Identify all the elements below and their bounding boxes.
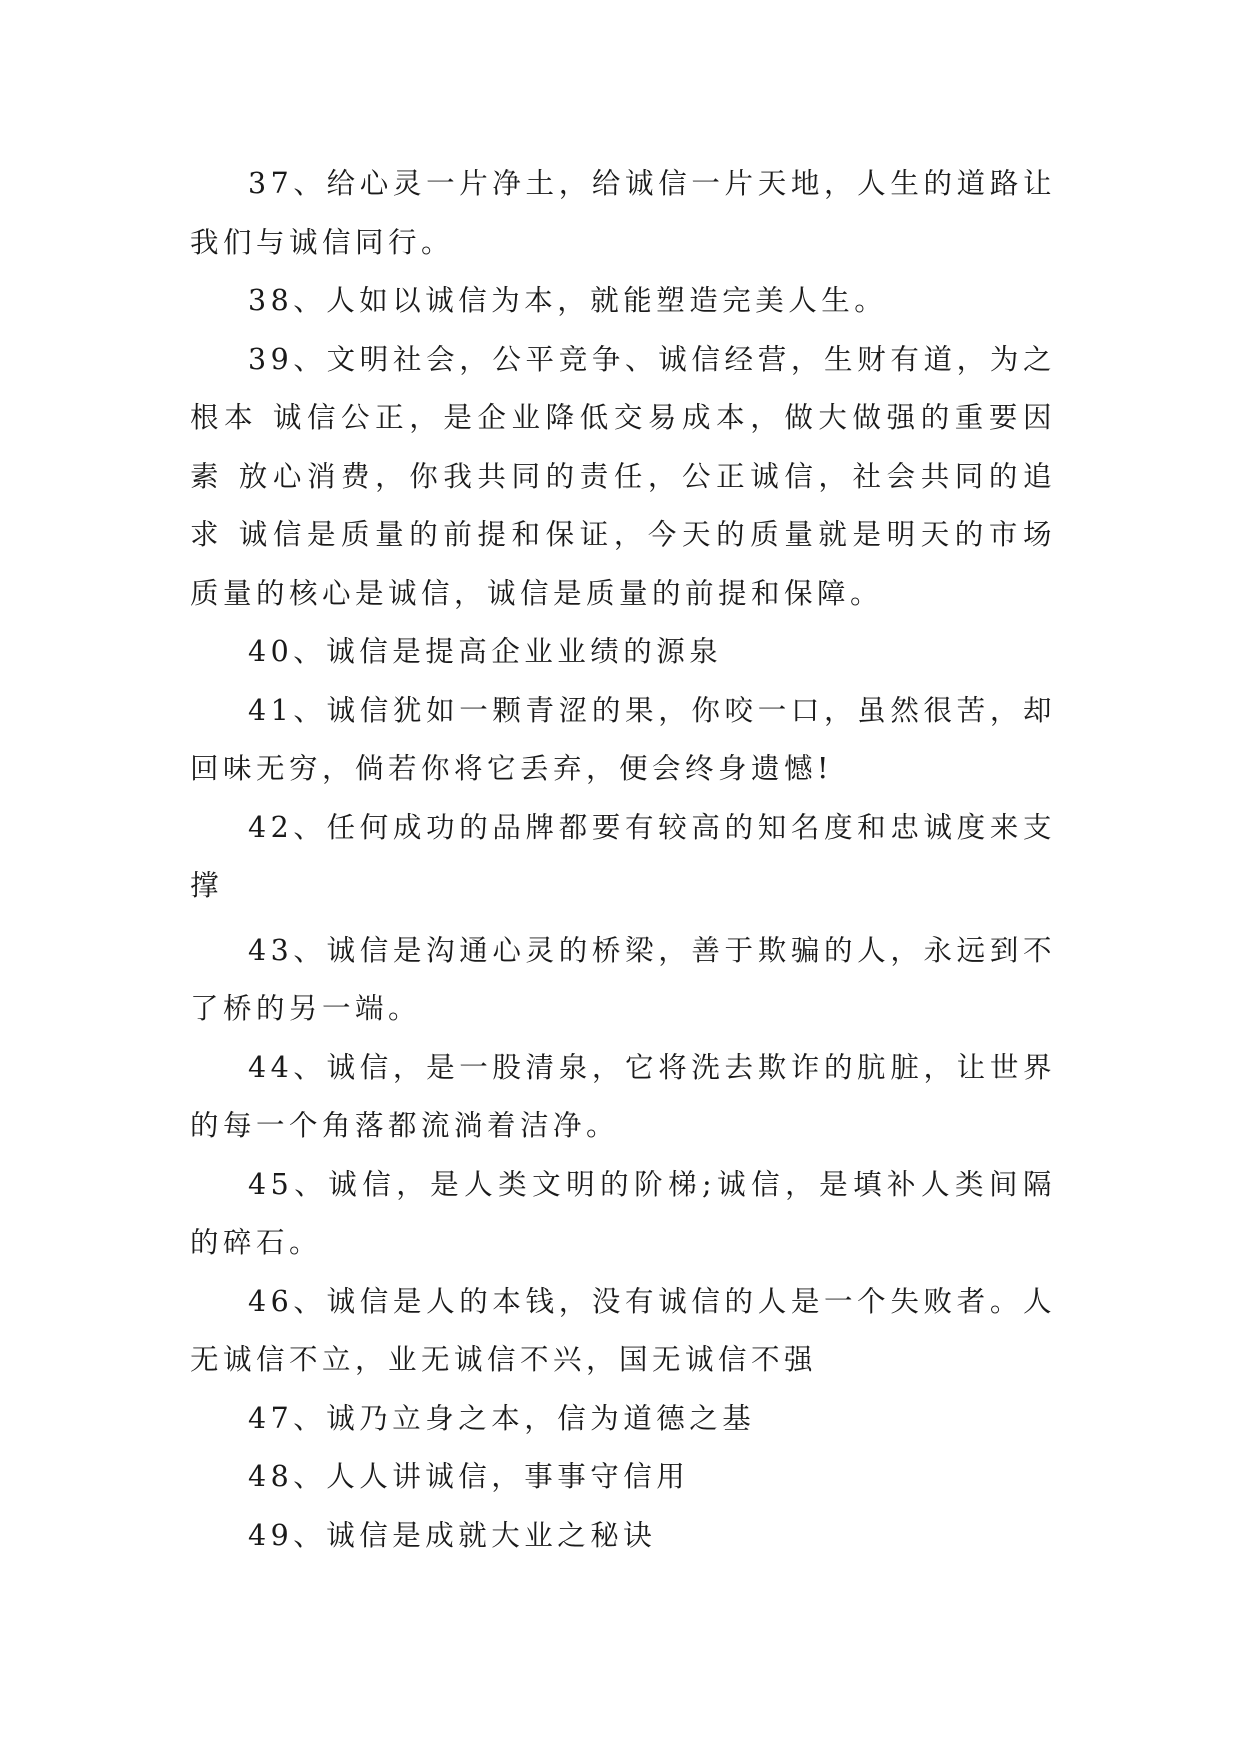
paragraph-42: 42、任何成功的品牌都要有较高的知名度和忠诚度来支撑 xyxy=(190,810,1056,902)
paragraph-49: 49、诚信是成就大业之秘诀 xyxy=(248,1518,657,1552)
paragraph-40: 40、诚信是提高企业业绩的源泉 xyxy=(248,635,723,668)
paragraph-41: 41、诚信犹如一颗青涩的果，你咬一口，虽然很苦，却回味无穷，倘若你将它丢弃，便会终身遗憾! xyxy=(190,693,1056,785)
paragraph-43: 43、诚信是沟通心灵的桥梁，善于欺骗的人，永远到不了桥的另一端。 xyxy=(190,933,1056,1025)
paragraph-44: 44、诚信，是一股清泉，它将洗去欺诈的肮脏，让世界的每一个角落都流淌着洁净。 xyxy=(190,1050,1056,1142)
paragraph-38: 38、人如以诚信为本，就能塑造完美人生。 xyxy=(248,284,888,317)
document-page xyxy=(190,155,1056,1565)
paragraph-47: 47、诚乃立身之本，信为道德之基 xyxy=(248,1401,756,1435)
paragraph-45: 45、诚信，是人类文明的阶梯;诚信，是填补人类间隔的碎石。 xyxy=(190,1167,1056,1259)
paragraph-37: 37、给心灵一片净土，给诚信一片天地，人生的道路让我们与诚信同行。 xyxy=(190,167,1056,259)
paragraph-46: 46、诚信是人的本钱，没有诚信的人是一个失败者。人无诚信不立，业无诚信不兴，国无诚信不强 xyxy=(190,1284,1056,1376)
paragraph-39: 39、文明社会，公平竞争、诚信经营，生财有道，为之根本 诚信公正，是企业降低交易成本，做大做强的重要因素 放心消费，你我共同的责任，公正诚信，社会共同的追求 诚信是质量的前提和保证，今天的质量就是明天的市场质量的核心是诚信，诚信是质量的前提和保障。 xyxy=(190,342,1056,610)
paragraph-48: 48、人人讲诚信，事事守信用 xyxy=(248,1460,690,1493)
